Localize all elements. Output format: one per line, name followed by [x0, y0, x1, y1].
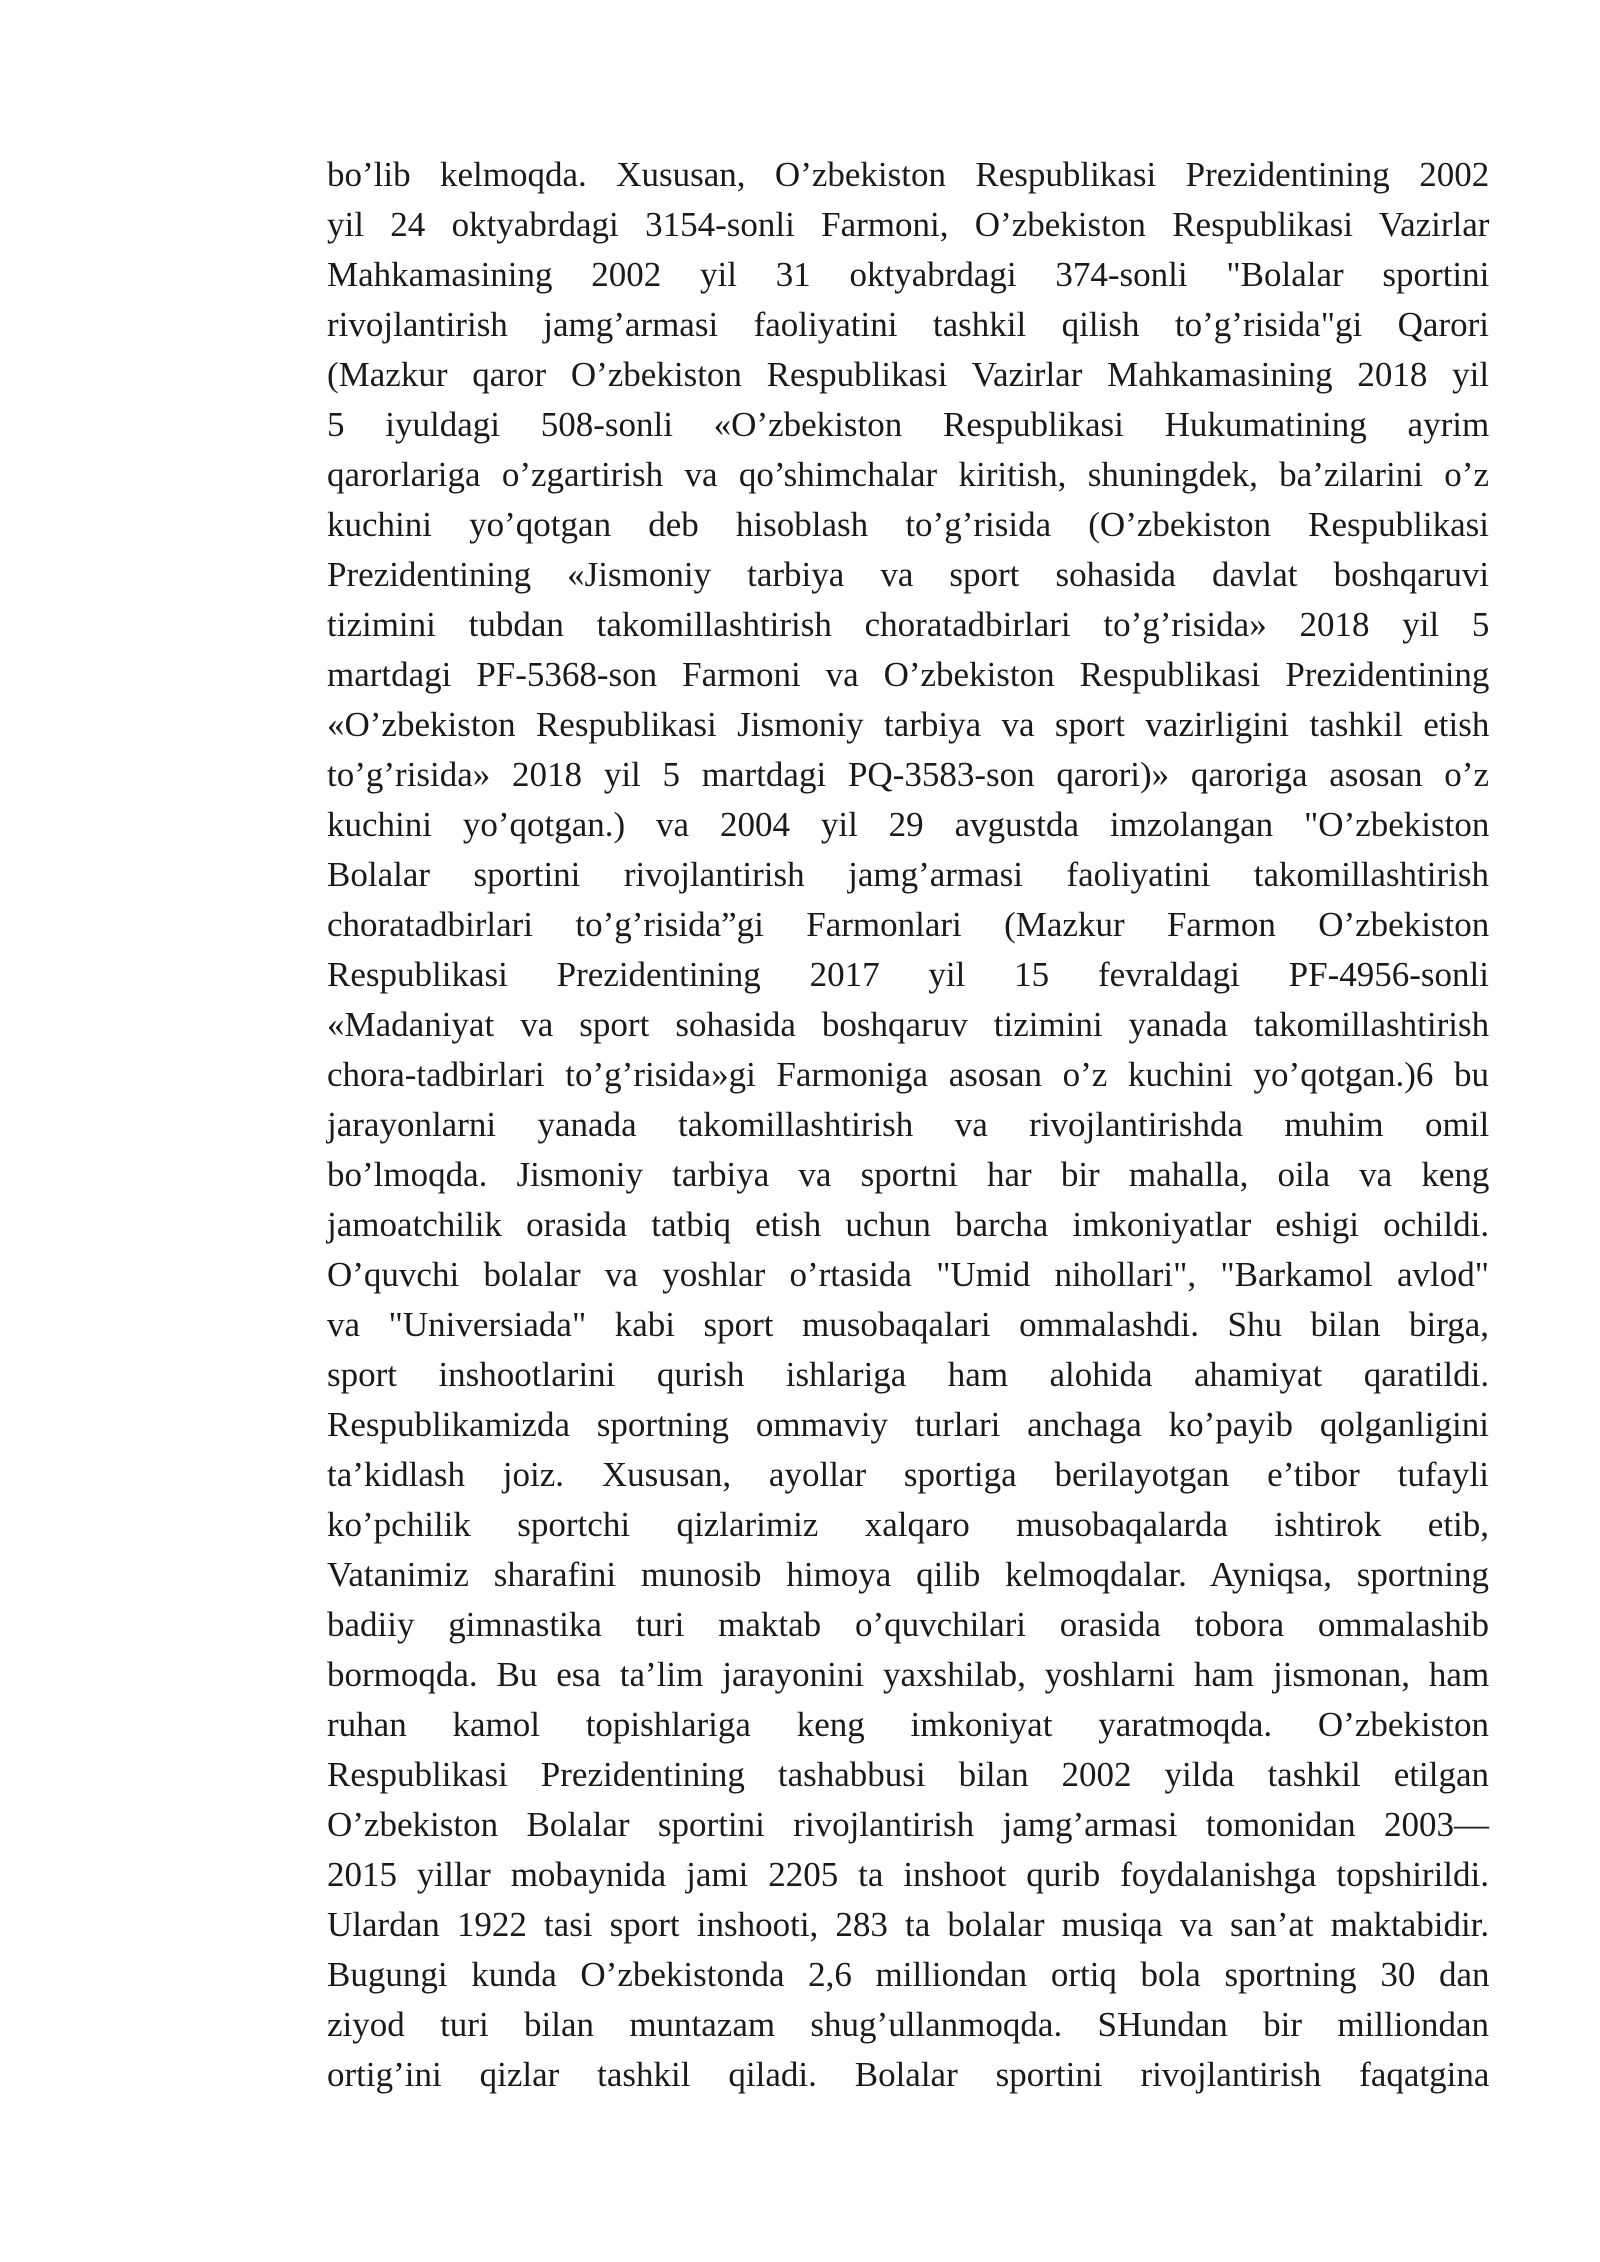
text-line: ruhan kamol topishlariga keng imkoniyat yaratmoqda. O’zbekiston	[327, 1705, 1489, 1744]
text-line: badiiy gimnastika turi maktab o’quvchilari orasida tobora ommalashib	[327, 1605, 1489, 1644]
text-line: Respublikamizda sportning ommaviy turlari anchaga ko’payib qolganligini	[327, 1405, 1489, 1444]
text-line: Ulardan 1922 tasi sport inshooti, 283 ta bolalar musiqa va san’at maktabidir.	[327, 1905, 1490, 1944]
text-line: Mahkamasining 2002 yil 31 oktyabrdagi 374-sonli "Bolalar sportini	[327, 255, 1490, 294]
text-line: martdagi PF-5368-son Farmoni va O’zbekiston Respublikasi Prezidentining	[327, 655, 1490, 694]
text-line: chora-tadbirlari to’g’risida»gi Farmoniga asosan o’z kuchini yo’qotgan.)6 bu	[327, 1055, 1489, 1094]
text-line: «Madaniyat va sport sohasida boshqaruv tizimini yanada takomillashtirish	[327, 1005, 1490, 1044]
text-line: yil 24 oktyabrdagi 3154-sonli Farmoni, O’zbekiston Respublikasi Vazirlar	[327, 205, 1490, 244]
text-line: sport inshootlarini qurish ishlariga ham alohida ahamiyat qaratildi.	[327, 1355, 1490, 1394]
text-line: Bolalar sportini rivojlantirish jamg’armasi faoliyatini takomillashtirish	[327, 855, 1489, 894]
text-line: to’g’risida» 2018 yil 5 martdagi PQ-3583-son qarori)» qaroriga asosan o’z	[327, 755, 1489, 794]
text-line: Bugungi kunda O’zbekistonda 2,6 milliondan ortiq bola sportning 30 dan	[327, 1955, 1490, 1994]
text-line: choratadbirlari to’g’risida”gi Farmonlari (Mazkur Farmon O’zbekiston	[327, 905, 1490, 944]
text-line: jamoatchilik orasida tatbiq etish uchun barcha imkoniyatlar eshigi ochildi.	[327, 1205, 1490, 1244]
text-line: 5 iyuldagi 508-sonli «O’zbekiston Respublikasi Hukumatining ayrim	[327, 405, 1490, 444]
text-line: ta’kidlash joiz. Xususan, ayollar sportiga berilayotgan e’tibor tufayli	[327, 1455, 1489, 1494]
text-line: bo’lib kelmoqda. Xususan, O’zbekiston Respublikasi Prezidentining 2002	[327, 155, 1490, 194]
text-line: kuchini yo’qotgan.) va 2004 yil 29 avgustda imzolangan "O’zbekiston	[327, 805, 1490, 844]
text-line: O’zbekiston Bolalar sportini rivojlantirish jamg’armasi tomonidan 2003—	[327, 1805, 1490, 1844]
text-line: rivojlantirish jamg’armasi faoliyatini tashkil qilish to’g’risida"gi Qarori	[327, 305, 1489, 344]
text-line: bormoqda. Bu esa ta’lim jarayonini yaxshilab, yoshlarni ham jismonan, ham	[327, 1655, 1490, 1694]
text-line: (Mazkur qaror O’zbekiston Respublikasi Vazirlar Mahkamasining 2018 yil	[327, 355, 1490, 394]
text-line: ko’pchilik sportchi qizlarimiz xalqaro musobaqalarda ishtirok etib,	[327, 1505, 1490, 1544]
text-line: Respublikasi Prezidentining tashabbusi bilan 2002 yilda tashkil etilgan	[327, 1755, 1489, 1794]
text-line: 2015 yillar mobaynida jami 2205 ta inshoot qurib foydalanishga topshirildi.	[327, 1855, 1489, 1894]
text-line: O’quvchi bolalar va yoshlar o’rtasida "Umid nihollari", "Barkamol avlod"	[327, 1255, 1489, 1294]
text-line: ziyod turi bilan muntazam shug’ullanmoqda. SHundan bir milliondan	[327, 2005, 1489, 2044]
text-line: tizimini tubdan takomillashtirish choratadbirlari to’g’risida» 2018 yil 5	[327, 605, 1490, 644]
text-line: Prezidentining «Jismoniy tarbiya va sport sohasida davlat boshqaruvi	[327, 555, 1490, 594]
text-line: va "Universiada" kabi sport musobaqalari ommalashdi. Shu bilan birga,	[327, 1305, 1489, 1344]
body-text	[327, 150, 1489, 2100]
text-line: qarorlariga o’zgartirish va qo’shimchalar kiritish, shuningdek, ba’zilarini o’z	[327, 455, 1489, 494]
text-line: Vatanimiz sharafini munosib himoya qilib kelmoqdalar. Ayniqsa, sportning	[327, 1555, 1489, 1594]
text-line: Respublikasi Prezidentining 2017 yil 15 fevraldagi PF-4956-sonli	[327, 955, 1489, 994]
text-line: kuchini yo’qotgan deb hisoblash to’g’risida (O’zbekiston Respublikasi	[327, 505, 1489, 544]
text-line: «O’zbekiston Respublikasi Jismoniy tarbiya va sport vazirligini tashkil etish	[327, 705, 1490, 744]
text-line: ortig’ini qizlar tashkil qiladi. Bolalar sportini rivojlantirish faqatgina	[327, 2055, 1490, 2094]
text-line: bo’lmoqda. Jismoniy tarbiya va sportni har bir mahalla, oila va keng	[327, 1155, 1490, 1194]
text-line: jarayonlarni yanada takomillashtirish va rivojlantirishda muhim omil	[327, 1105, 1490, 1144]
